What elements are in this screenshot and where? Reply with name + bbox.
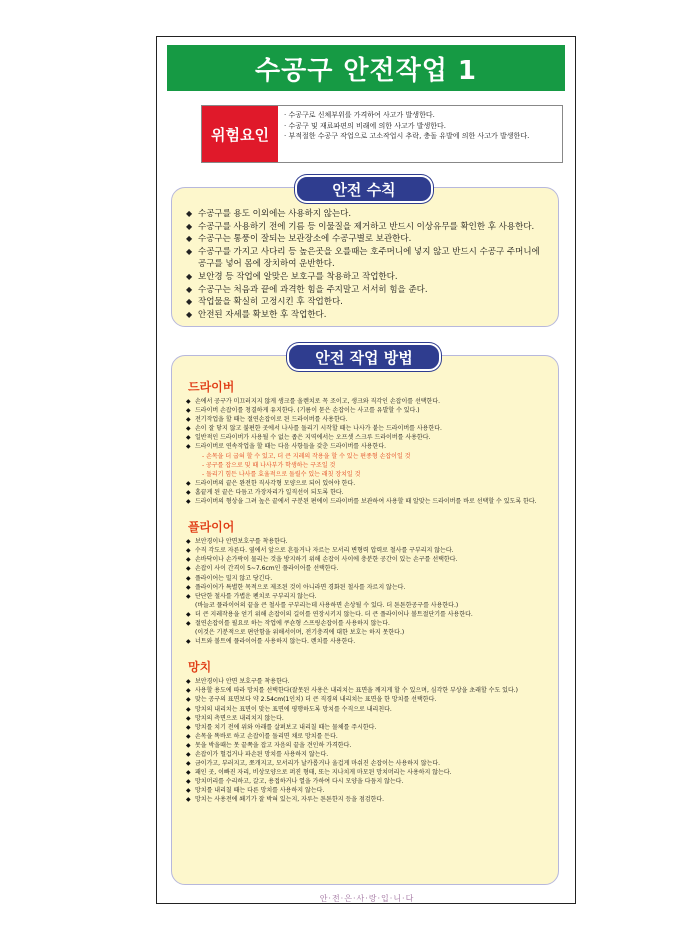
diamond-bullet-icon: ◆ bbox=[186, 425, 191, 433]
rule-item: ◆ 수공구를 용도 이외에는 사용하지 않는다. bbox=[186, 209, 352, 219]
diamond-bullet-icon: ◆ bbox=[186, 751, 191, 758]
list-item: ◆ 더 큰 지레작용을 얻기 위해 손잡이의 길이를 연장시키지 않는다. 더 큰 플라이어나 볼트절단기를 사용한다. bbox=[186, 610, 473, 618]
list-item: ◆ 망치를 치기 전에 위와 아래를 살펴보고 내리칠 때는 물체를 주시한다. bbox=[186, 723, 377, 731]
rule-item: ◆ 안전된 자세를 확보한 후 작업한다. bbox=[186, 309, 327, 320]
diamond-bullet-icon: ◆ bbox=[186, 297, 193, 307]
hazard-item: · 부적절한 수공구 작업으로 고소작업시 추락, 충돌 유발에 의한 사고가 발생한다. bbox=[284, 132, 530, 140]
diamond-bullet-icon: ◆ bbox=[186, 787, 191, 795]
hazard-item: · 수공구 및 재료파편의 비래에 의한 사고가 발생한다. bbox=[284, 121, 447, 130]
list-item: ◆ 일반적인 드라이버가 사용될 수 없는 좁은 지역에서는 오프셋 스크루 드라이버를 사용한다. bbox=[186, 434, 431, 442]
list-item: ◆ 손잡이 사이 간격이 5~7.6cm인 플라이어를 선택한다. bbox=[186, 565, 339, 573]
rule-item: ◆ 수공구를 가지고 사다리 등 높은곳을 오를때는 호주머니에 넣지 않고 반드시 수공구 주머니에 공구를 넣어 몸에 장치하여 운반한다. bbox=[186, 246, 540, 270]
diamond-bullet-icon: ◆ bbox=[186, 796, 191, 804]
list-item: ◆ 손잡이가 헐겁거나 파손된 망치를 사용하지 않는다. bbox=[186, 751, 329, 758]
diamond-bullet-icon: ◆ bbox=[186, 443, 191, 451]
sub-item: - 손목을 더 굽혀 할 수 있고, 더 큰 지레의 작용을 할 수 있는 편종형 손잡이일 것 bbox=[202, 452, 411, 460]
list-item: ◆ 망치의 측면으로 내리치지 않는다. bbox=[186, 714, 284, 722]
hazard-box bbox=[201, 105, 563, 163]
list-item: ◆ 드라이버의 형상을 그려 높은 끝에서 구분된 편에이 드라이버를 보관하여 사용할 때 알맞는 드라이버를 바로 선택할 수 있도록 한다. bbox=[186, 498, 537, 506]
hazard-list bbox=[278, 106, 562, 162]
diamond-bullet-icon: ◆ bbox=[186, 583, 191, 591]
hammer-section-title: 망치 bbox=[188, 660, 212, 675]
plier-section-title: 플라이어 bbox=[188, 520, 235, 535]
rule-item: ◆ 수공구를 사용하기 전에 기름 등 이물질을 제거하고 반드시 이상유무를 확인한 후 사용한다. bbox=[186, 221, 535, 232]
diamond-bullet-icon: ◆ bbox=[186, 769, 191, 777]
list-item: ◆ 홈끝게 된 끝은 다듬고 가장자리가 일직선이 되도록 한다. bbox=[186, 488, 344, 496]
diamond-bullet-icon: ◆ bbox=[186, 638, 191, 646]
diamond-bullet-icon: ◆ bbox=[186, 309, 193, 319]
diamond-bullet-icon: ◆ bbox=[186, 209, 193, 218]
list-item: ◆ 단단한 철사를 가볍운 펜치로 구부리지 않는다. bbox=[186, 592, 317, 600]
list-item: ◆ 망치머리를 수리하고, 갈고, 용접하거나 열을 가하여 다시 모양을 다듬지 않는다. bbox=[186, 778, 404, 786]
slogan: 안·전·은·사·랑·입·니·다 bbox=[319, 894, 415, 903]
list-item: ◆ 보안경이나 안면보호구를 착용한다. bbox=[186, 538, 288, 546]
safety-rules-box bbox=[171, 187, 559, 327]
diamond-bullet-icon: ◆ bbox=[186, 592, 191, 600]
diamond-bullet-icon: ◆ bbox=[186, 398, 191, 405]
diamond-bullet-icon: ◆ bbox=[186, 741, 191, 749]
list-item: ◆ 망치를 내리칠 때는 다른 망치를 사용하지 않는다. bbox=[186, 787, 325, 795]
note-text: (이것은 기분적으로 편안함을 위해서이며, 전기충격에 대한 보호는 하지 못한다.) bbox=[195, 629, 405, 637]
list-item: ◆ 드라이버로 연속작업을 할 때는 다음 사항들을 갖춘 드라이버를 사용한다. bbox=[186, 443, 387, 451]
list-item: ◆ 드라이버의 끝은 완전한 직사각형 모양으로 되어 있어야 한다. bbox=[186, 479, 356, 487]
list-item: ◆ 전기작업을 할 때는 절연손잡이로 된 드라이버를 사용한다. bbox=[186, 416, 348, 424]
methods-box bbox=[171, 355, 559, 885]
diamond-bullet-icon: ◆ bbox=[186, 619, 191, 627]
list-item: ◆ 손에서 공구가 미끄러지지 않게 생크를 올렌치로 꼭 조이고, 생크와 직각인 손잡이를 선택한다. bbox=[186, 398, 441, 405]
note-text: (바늘코 플라이어의 끝을 큰 철사를 구부리는데 사용하면 손상될 수 있다. 더 튼튼한공구를 사용한다.) bbox=[195, 601, 459, 609]
diamond-bullet-icon: ◆ bbox=[186, 538, 191, 546]
list-item: ◆ 망치의 내리치는 표면이 맞는 표면에 평행하도록 망치를 수직으로 내리친다. bbox=[186, 705, 392, 713]
list-item: ◆ 드라이버 손잡이를 청결하게 유지한다. (기름이 묻은 손잡이는 사고를 유발할 수 있다.) bbox=[186, 407, 420, 415]
diamond-bullet-icon: ◆ bbox=[186, 778, 191, 786]
hazard-label: 위험요인 bbox=[202, 106, 278, 162]
list-item: ◆ 손이 잘 닿지 않고 불편한 곳에서 나사를 돌리기 시작할 때는 나사가 붙는 드라이버를 사용한다. bbox=[186, 425, 442, 433]
diamond-bullet-icon: ◆ bbox=[186, 556, 191, 564]
diamond-bullet-icon: ◆ bbox=[186, 488, 191, 496]
diamond-bullet-icon: ◆ bbox=[186, 547, 191, 555]
diamond-bullet-icon: ◆ bbox=[186, 574, 191, 582]
diamond-bullet-icon: ◆ bbox=[186, 714, 191, 722]
list-item: ◆ 손목을 똑바로 하고 손잡이를 돌리면 채로 망치를 든다. bbox=[186, 732, 338, 740]
sub-item: - 돌리기 힘든 나사를 효율적으로 돌릴수 있는 래칫 장치일 것 bbox=[202, 470, 361, 478]
diamond-bullet-icon: ◆ bbox=[186, 696, 191, 704]
list-item: ◆ 패인 곳, 이빠진 자리, 비상모양으로 퍼진 형태, 또는 지나치게 마모된 망치머리는 사용하지 않는다. bbox=[186, 769, 452, 777]
diamond-bullet-icon: ◆ bbox=[186, 234, 193, 244]
diamond-bullet-icon: ◆ bbox=[186, 479, 191, 487]
diamond-bullet-icon: ◆ bbox=[186, 565, 191, 573]
list-item: ◆ 수직 각도로 자른다. 옆에서 앞으로 흔들거나 자르는 모서리 변형력 압력로 철사를 구부리지 않는다. bbox=[186, 547, 454, 555]
list-item: ◆ 플라이어가 특별한 목적으로 제조된 것이 아니라면 경화된 철사를 자르지 않는다. bbox=[186, 583, 406, 591]
page-title: 수공구 안전작업 1 bbox=[254, 55, 477, 86]
diamond-bullet-icon: ◆ bbox=[186, 221, 193, 231]
methods-heading: 안전 작업 방법 bbox=[287, 343, 441, 371]
diamond-bullet-icon: ◆ bbox=[186, 284, 193, 294]
diamond-bullet-icon: ◆ bbox=[186, 610, 191, 618]
driver-section-title: 드라이버 bbox=[188, 380, 235, 394]
list-item: ◆ 금이가고, 부러지고, 쪼개지고, 모서리가 날카롭거나 울겁게 마쉬진 손잡이는 사용하지 않는다. bbox=[186, 760, 441, 768]
diamond-bullet-icon: ◆ bbox=[186, 760, 191, 768]
diamond-bullet-icon: ◆ bbox=[186, 498, 191, 506]
rule-item: ◆ 보안경 등 작업에 알맞은 보호구를 착용하고 작업한다. bbox=[186, 271, 398, 282]
diamond-bullet-icon: ◆ bbox=[186, 732, 191, 740]
diamond-bullet-icon: ◆ bbox=[186, 271, 193, 281]
list-item: ◆ 사용할 용도에 따라 망치를 선택한다(잘못된 사용은 내리치는 표면을 깨지게 할 수 있으며, 심각한 부상을 초래할 수도 있다.) bbox=[186, 687, 519, 695]
poster-frame bbox=[156, 36, 576, 904]
list-item: ◆ 맞는 공구의 표면보다 약 2.54cm(1인치) 더 큰 직경의 내리치는 표면을 한 망치를 선택한다. bbox=[186, 696, 437, 704]
hazard-item: · 수공구로 신체부위를 가격하여 사고가 발생한다. bbox=[284, 111, 435, 119]
list-item: ◆ 망치는 사용전에 쐐기가 잘 박혀 있는지, 자루는 튼튼한지 등을 점검한다. bbox=[186, 796, 385, 804]
list-item: ◆ 손바닥이나 손가락이 물리는 것을 방지하기 위해 손잡이 사이에 충분한 공간이 있는 손구를 선택한다. bbox=[186, 556, 458, 564]
diamond-bullet-icon: ◆ bbox=[186, 416, 191, 424]
rule-item: ◆ 수공구는 통풍이 잘되는 보관장소에 수공구별로 보관한다. bbox=[186, 234, 412, 245]
list-item: ◆ 너트와 볼트에 플라이어를 사용하지 않는다. 렌치를 사용한다. bbox=[186, 638, 356, 646]
safety-rules-heading: 안전 수칙 bbox=[295, 175, 433, 203]
rule-item: ◆ 작업물을 확실히 고정시킨 후 작업한다. bbox=[186, 297, 343, 308]
diamond-bullet-icon: ◆ bbox=[186, 407, 191, 415]
diamond-bullet-icon: ◆ bbox=[186, 687, 191, 695]
diamond-bullet-icon: ◆ bbox=[186, 246, 193, 256]
diamond-bullet-icon: ◆ bbox=[186, 678, 191, 686]
diamond-bullet-icon: ◆ bbox=[186, 705, 191, 713]
rule-item: ◆ 수공구는 처음과 끝에 과격한 힘을 주지말고 서서히 힘을 준다. bbox=[186, 284, 428, 295]
diamond-bullet-icon: ◆ bbox=[186, 723, 191, 731]
sub-item: - 공구를 잡으로 및 때 나사부가 학생하는 구조일 것 bbox=[202, 461, 336, 469]
list-item: ◆ 보안경이나 안면 보호구를 착용한다. bbox=[186, 678, 290, 686]
diamond-bullet-icon: ◆ bbox=[186, 434, 191, 442]
title-banner bbox=[167, 45, 565, 91]
list-item: ◆ 절연손잡이를 필요로 하는 작업에 쿠숀형 스프링손잡이를 사용하지 않는다. bbox=[186, 619, 390, 627]
list-item: ◆ 플라이어는 밀지 않고 당긴다. bbox=[186, 574, 273, 582]
list-item: ◆ 못을 박을때는 못 끝쪽을 잡고 자음의 끝을 견인하 가격한다. bbox=[186, 741, 352, 749]
